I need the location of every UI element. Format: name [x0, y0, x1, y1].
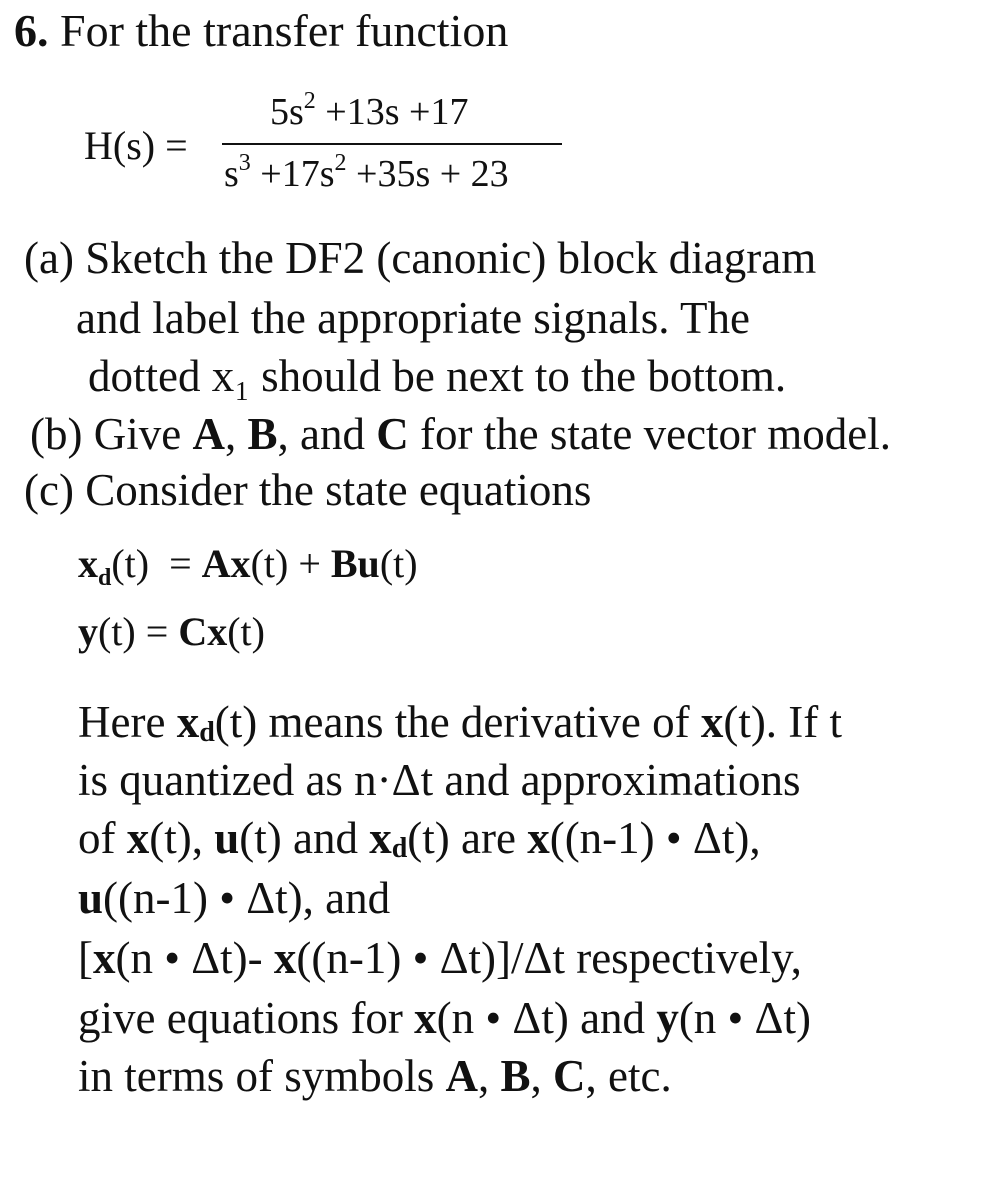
derivative-subscript: d — [199, 717, 215, 748]
den-exponent: 2 — [334, 150, 347, 176]
derivative-subscript: d — [391, 833, 408, 864]
body-line-5 — [78, 932, 802, 984]
matrix-b: B — [247, 409, 278, 459]
text: (t) and — [239, 813, 370, 863]
state-vector: x — [273, 933, 297, 983]
state-vector: x — [93, 933, 116, 983]
input-vector: u — [214, 813, 240, 863]
matrix-a: A — [192, 409, 225, 459]
text: (n • Δt)- — [115, 933, 274, 983]
state-vector: x — [414, 993, 437, 1043]
matrix-c: C — [553, 1051, 586, 1101]
num-exponent: 2 — [303, 88, 316, 114]
text: (t) — [227, 609, 265, 654]
num-term: 5s — [270, 91, 304, 133]
text: (b) Give — [30, 409, 193, 459]
text: (t) are — [407, 813, 528, 863]
text: , — [224, 409, 248, 459]
den-term: +35s + 23 — [346, 153, 509, 195]
text: for the state vector model. — [408, 409, 892, 459]
state-vector: x — [369, 813, 392, 863]
den-exponent: 3 — [238, 150, 251, 176]
text: Here — [78, 697, 177, 747]
part-b — [30, 408, 891, 460]
body-line-4 — [78, 872, 390, 924]
part-a-line-1: (a) Sketch the DF2 (canonic) block diagram — [24, 233, 817, 283]
text: ((n-1) • Δt)]/Δt respectively, — [296, 933, 802, 983]
text: (n • Δt) and — [436, 993, 657, 1043]
text: (t). If t — [723, 697, 843, 747]
bu-term: Bu — [330, 541, 380, 586]
text: [ — [78, 933, 93, 983]
output-vector: y — [656, 993, 679, 1043]
transfer-function-numerator — [270, 90, 468, 134]
text: , etc. — [585, 1051, 672, 1101]
body-line-1 — [78, 696, 842, 749]
state-vector: x — [527, 813, 550, 863]
text: of — [78, 813, 127, 863]
text: ((n-1) • Δt), — [549, 813, 761, 863]
problem-title — [14, 4, 508, 57]
matrix-a: A — [445, 1051, 478, 1101]
part-a-line-3: dotted x₁ should be next to the bottom. — [88, 351, 787, 401]
part-a-line-2: and label the appropriate signals. The — [76, 293, 750, 343]
problem-number: 6. — [14, 5, 49, 56]
transfer-function-denominator — [224, 152, 509, 196]
text: (t) — [379, 541, 418, 586]
matrix-b: B — [500, 1051, 531, 1101]
text: (t) means the derivative of — [214, 697, 701, 747]
transfer-function-lhs: H(s) = — [84, 123, 188, 168]
den-term: +17s — [250, 153, 335, 195]
body-line-2: is quantized as n·Δt and approximations — [78, 755, 801, 805]
text: (t) + — [250, 541, 331, 586]
state-vector: x — [78, 541, 98, 586]
text: give equations for — [78, 993, 415, 1043]
body-line-3 — [78, 812, 761, 865]
state-equation — [78, 540, 418, 591]
state-vector: x — [176, 697, 200, 747]
den-term: s — [224, 153, 239, 195]
derivative-subscript: d — [98, 565, 112, 591]
text: in terms of symbols — [78, 1051, 446, 1101]
output-vector: y — [78, 609, 98, 654]
input-vector: u — [78, 873, 104, 923]
body-line-7 — [78, 1050, 672, 1102]
state-vector: x — [126, 813, 150, 863]
text: (t) = — [98, 609, 179, 654]
problem-title-text: For the transfer function — [48, 5, 509, 56]
matrix-c: C — [376, 409, 409, 459]
output-equation — [78, 608, 265, 655]
text: , — [478, 1051, 501, 1101]
text: (t) = — [111, 541, 202, 586]
fraction-bar — [222, 143, 562, 145]
cx-term: Cx — [178, 609, 228, 654]
part-c: (c) Consider the state equations — [24, 465, 592, 515]
state-vector: x — [700, 697, 724, 747]
ax-term: Ax — [201, 541, 251, 586]
body-line-6 — [78, 992, 811, 1044]
text: (n • Δt) — [678, 993, 811, 1043]
text: ((n-1) • Δt), and — [103, 873, 391, 923]
num-term: +13s +17 — [315, 91, 469, 133]
text: (t), — [149, 813, 215, 863]
text: , and — [277, 409, 377, 459]
text: , — [530, 1051, 554, 1101]
